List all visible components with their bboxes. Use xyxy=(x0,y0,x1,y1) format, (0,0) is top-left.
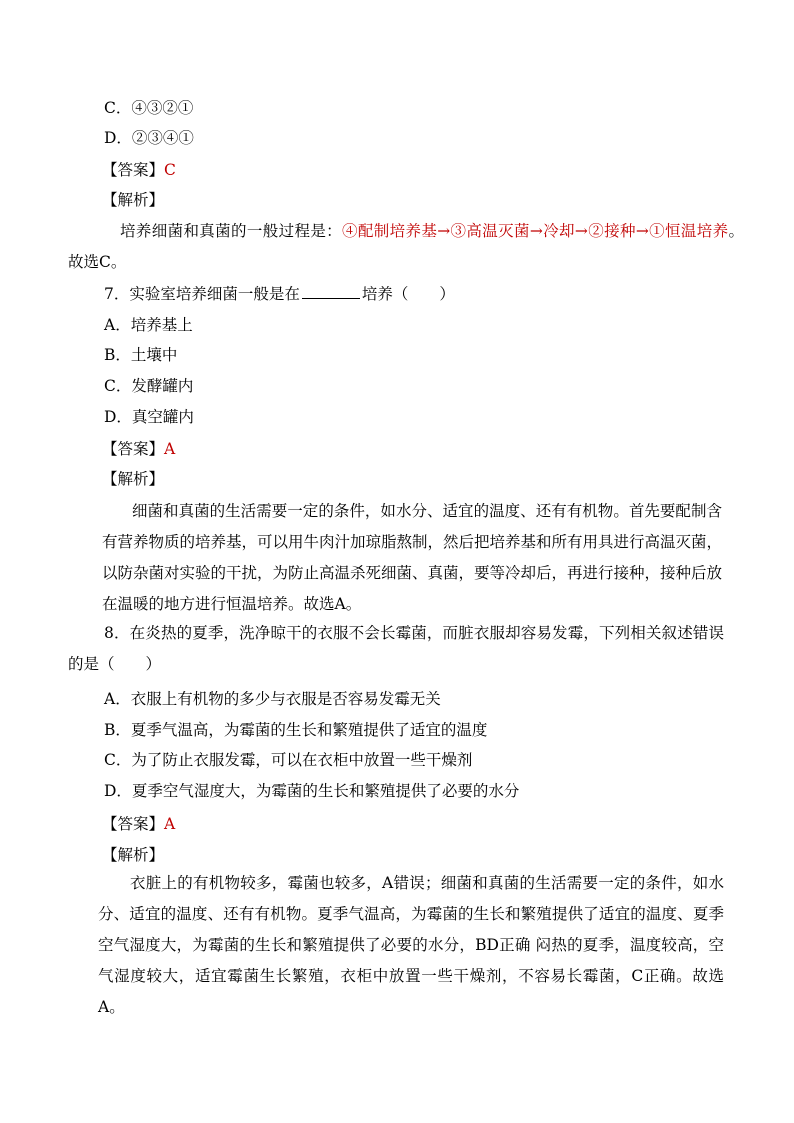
answer-value: A xyxy=(164,440,176,458)
analysis-highlight: ④配制培养基→③高温灭菌→冷却→②接种→①恒温培养 xyxy=(342,222,729,240)
answer-value: C xyxy=(164,161,176,179)
q8-analysis-label: 【解析】 xyxy=(102,846,165,864)
q6-analysis-text xyxy=(68,216,744,278)
answer-label: 【答案】 xyxy=(102,815,165,833)
q8-option-d: D．夏季空气湿度大，为霉菌的生长和繁殖提供了必要的水分 xyxy=(104,782,520,800)
q7-stem-before: 7．实验室培养细菌一般是在 xyxy=(104,285,300,303)
q8-option-b: B．夏季气温高，为霉菌的生长和繁殖提供了适宜的温度 xyxy=(104,721,488,739)
q8-option-a: A．衣服上有机物的多少与衣服是否容易发霉无关 xyxy=(104,690,441,708)
q7-answer xyxy=(102,439,175,459)
answer-label: 【答案】 xyxy=(102,440,165,458)
analysis-tail: 。故选C。 xyxy=(68,222,744,271)
q7-analysis-label: 【解析】 xyxy=(102,470,165,488)
answer-value: A xyxy=(164,815,176,833)
q7-stem xyxy=(104,284,455,304)
q7-option-d: D．真空罐内 xyxy=(104,408,194,426)
q7-option-a: A．培养基上 xyxy=(104,316,193,334)
q8-option-c: C．为了防止衣服发霉，可以在衣柜中放置一些干燥剂 xyxy=(104,751,473,769)
q6-analysis-label: 【解析】 xyxy=(102,191,165,209)
q8-answer xyxy=(102,814,175,834)
analysis-prefix: 培养细菌和真菌的一般过程是： xyxy=(120,222,343,240)
q7-option-c: C．发酵罐内 xyxy=(104,377,194,395)
fill-in-blank xyxy=(302,284,360,299)
q6-option-c: C．④③②① xyxy=(104,99,194,117)
q7-analysis-text: 细菌和真菌的生活需要一定的条件，如水分、适宜的温度、还有有机物。首先要配制含有营养物质的培养基，可以用牛肉汁加琼脂熬制，然后把培养基和所有用具进行高温灭菌，以防杂菌对实验的干扰，为防止高温杀死细菌、真菌，要等冷却后，再进行接种，接种后放在温暖的地方进行恒温培养。故选A。 xyxy=(102,502,723,613)
q7-stem-after: 培养（ ） xyxy=(361,285,455,303)
answer-label: 【答案】 xyxy=(102,161,165,179)
q7-option-b: B．土壤中 xyxy=(104,346,178,364)
q8-stem: 8．在炎热的夏季，洗净晾干的衣服不会长霉菌，而脏衣服却容易发霉，下列相关叙述错误的是（ ） xyxy=(68,624,724,673)
q6-answer xyxy=(102,160,176,180)
q8-analysis-text: 衣脏上的有机物较多，霉菌也较多，A错误；细菌和真菌的生活需要一定的条件，如水分、适宜的温度、还有有机物。夏季气温高，为霉菌的生长和繁殖提供了适宜的温度、夏季空气湿度大，为霉菌的生长和繁殖提供了必要的水分，BD正确 闷热的夏季，温度较高，空气湿度较大，适宜霉菌生长繁殖，衣柜中放置一些干燥剂，不容易长霉菌，C正确。故选A。 xyxy=(98,874,724,1016)
q6-option-d: D．②③④① xyxy=(104,129,194,147)
